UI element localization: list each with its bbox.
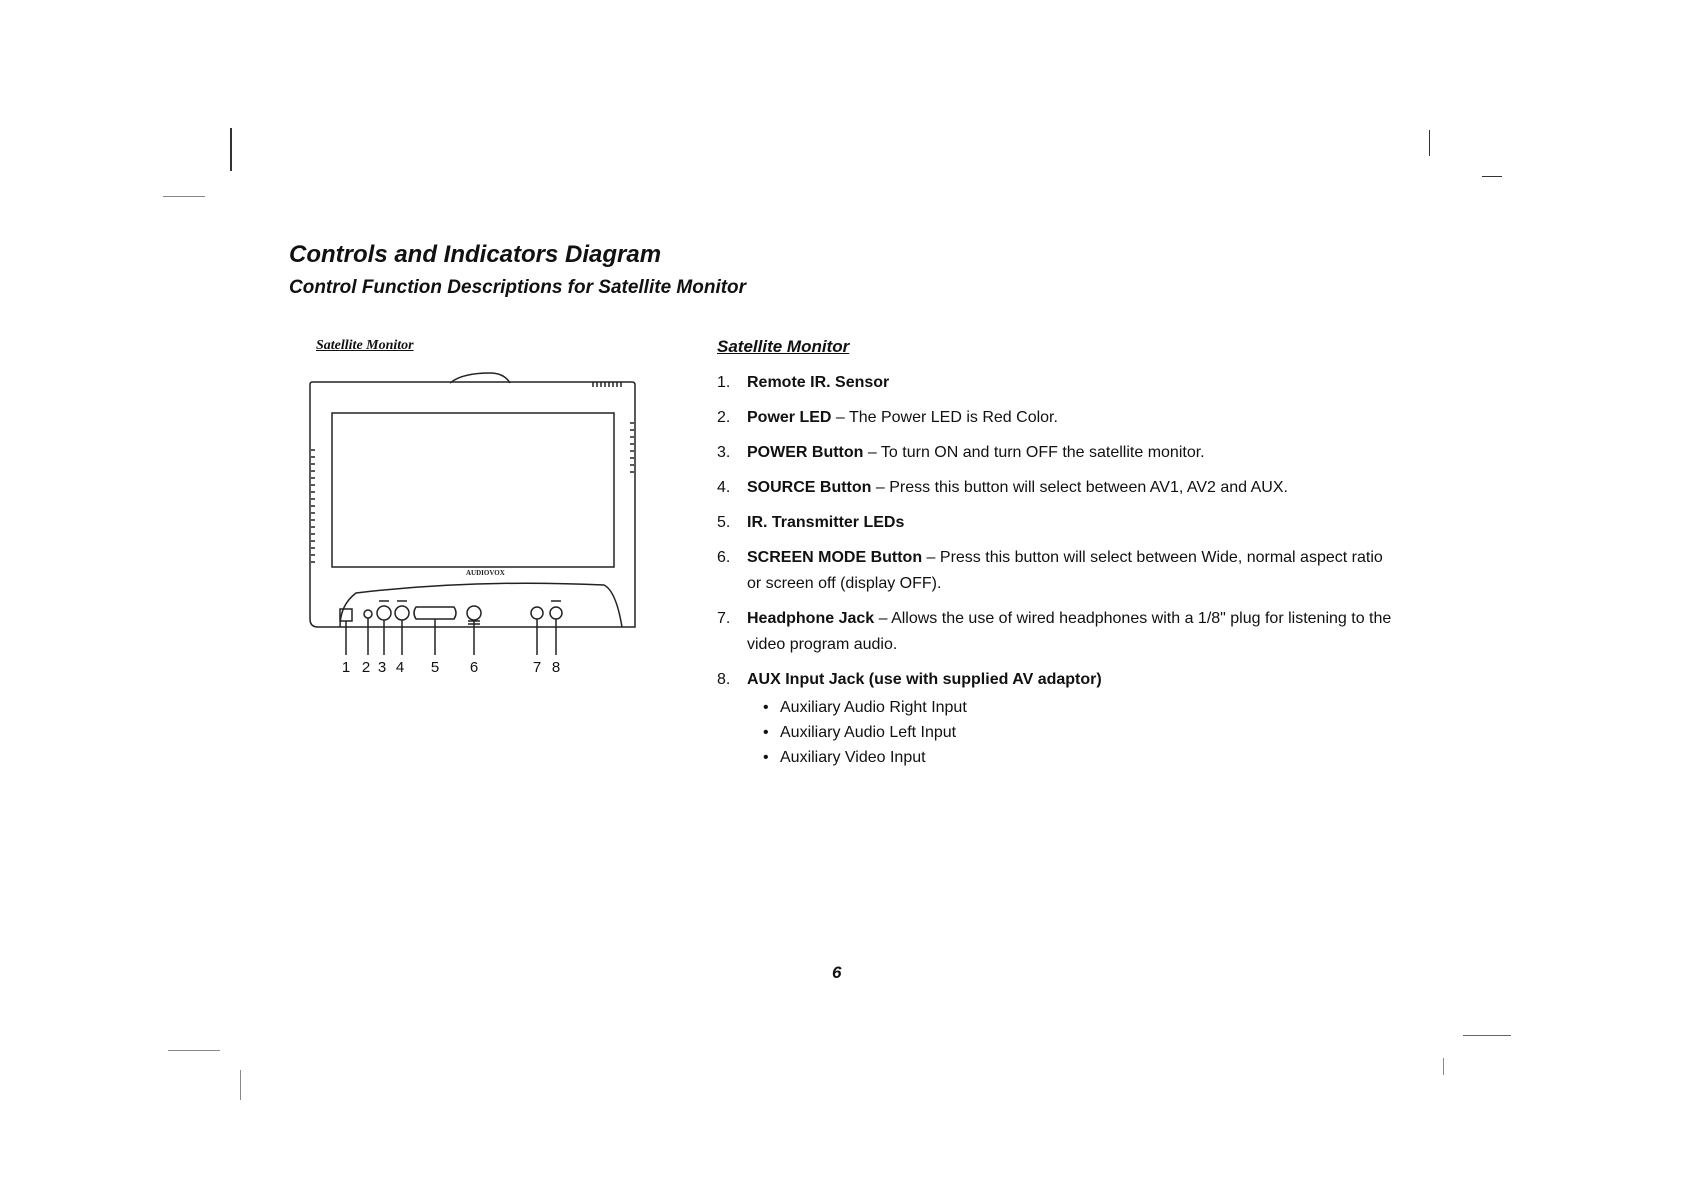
item-number: 3. bbox=[717, 444, 731, 461]
list-item bbox=[717, 440, 1397, 466]
list-item bbox=[717, 370, 1397, 396]
item-label: POWER Button bbox=[747, 444, 864, 461]
crop-mark bbox=[1482, 176, 1502, 177]
list-item bbox=[717, 475, 1397, 501]
item-text: – The Power LED is Red Color. bbox=[831, 409, 1058, 426]
item-label: Headphone Jack bbox=[747, 610, 875, 627]
sub-item: • Auxiliary Video Input bbox=[763, 745, 1397, 770]
item-number: 7. bbox=[717, 610, 731, 627]
item-number: 8. bbox=[717, 671, 731, 688]
item-number: 1. bbox=[717, 374, 731, 391]
list-title: Satellite Monitor bbox=[717, 337, 850, 356]
list-item bbox=[717, 405, 1397, 431]
page-number: 6 bbox=[832, 963, 842, 982]
crop-mark bbox=[1443, 1058, 1444, 1075]
item-text: – Press this button will select between Wide, normal aspect ratio or screen off (display OFF). bbox=[747, 549, 1383, 592]
list-item bbox=[717, 667, 1397, 770]
list-item bbox=[717, 510, 1397, 536]
item-text: – To turn ON and turn OFF the satellite monitor. bbox=[863, 444, 1205, 461]
crop-mark bbox=[230, 128, 232, 171]
item-label: Remote IR. Sensor bbox=[747, 374, 890, 391]
list-item bbox=[717, 606, 1397, 658]
satellite-monitor-diagram bbox=[300, 365, 650, 685]
crop-mark bbox=[240, 1070, 241, 1100]
callout-label: 1 bbox=[341, 659, 351, 676]
brand-logo: AUDIOVOX bbox=[466, 569, 505, 577]
callout-label: 2 bbox=[361, 659, 371, 676]
page-heading: Controls and Indicators Diagram bbox=[289, 241, 662, 268]
item-label: Power LED bbox=[747, 409, 832, 426]
callout-label: 7 bbox=[532, 659, 542, 676]
diagram-caption: Satellite Monitor bbox=[316, 338, 414, 353]
item-label: SOURCE Button bbox=[747, 479, 872, 496]
item-text: – Allows the use of wired headphones with a 1/8" plug for listening to the video program audio. bbox=[747, 610, 1392, 653]
item-label: AUX Input Jack (use with supplied AV adaptor) bbox=[747, 671, 1102, 688]
sub-item: • Auxiliary Audio Right Input bbox=[763, 695, 1397, 720]
item-number: 5. bbox=[717, 514, 731, 531]
item-label: SCREEN MODE Button bbox=[747, 549, 923, 566]
crop-mark bbox=[1429, 130, 1430, 156]
item-number: 2. bbox=[717, 409, 731, 426]
page-subheading: Control Function Descriptions for Satellite Monitor bbox=[289, 277, 747, 298]
callout-label: 6 bbox=[469, 659, 479, 676]
crop-mark bbox=[168, 1050, 220, 1051]
item-label: IR. Transmitter LEDs bbox=[747, 514, 905, 531]
list-item bbox=[717, 545, 1397, 597]
callout-label: 8 bbox=[551, 659, 561, 676]
sub-item: • Auxiliary Audio Left Input bbox=[763, 720, 1397, 745]
item-number: 6. bbox=[717, 549, 731, 566]
control-descriptions-list bbox=[717, 370, 1397, 770]
callout-label: 4 bbox=[395, 659, 405, 676]
crop-mark bbox=[163, 196, 205, 197]
crop-mark bbox=[1463, 1035, 1511, 1036]
callout-label: 3 bbox=[377, 659, 387, 676]
callout-label: 5 bbox=[430, 659, 440, 676]
item-number: 4. bbox=[717, 479, 731, 496]
aux-subitems bbox=[747, 695, 1397, 770]
item-text: – Press this button will select between AV1, AV2 and AUX. bbox=[871, 479, 1288, 496]
